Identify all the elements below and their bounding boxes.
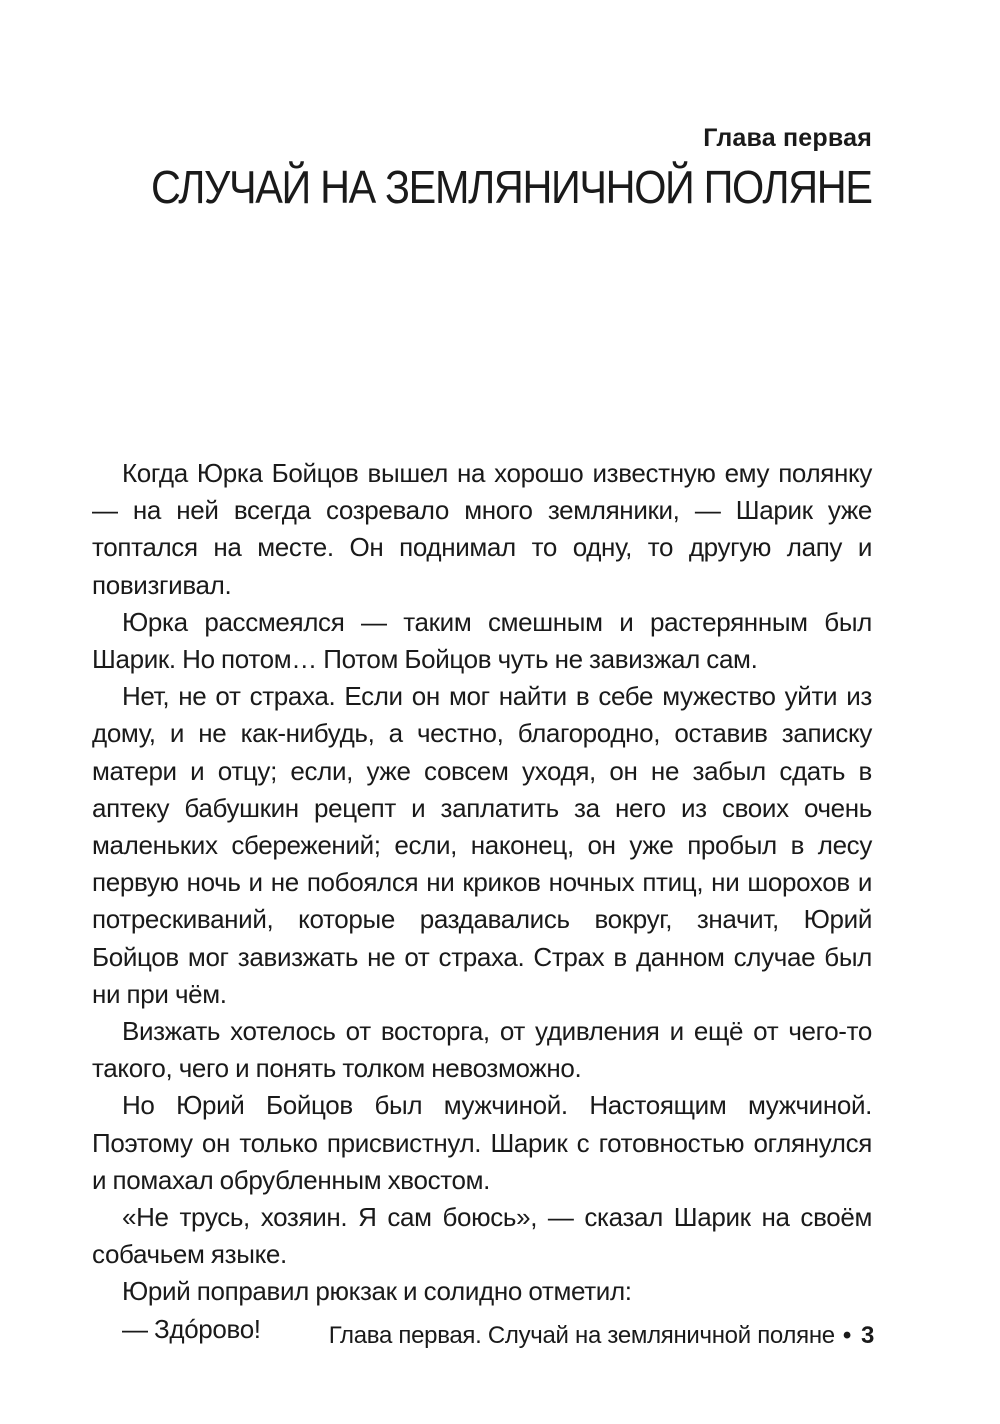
paragraph: Нет, не от страха. Если он мог найти в себе мужество уйти из дому, и не как-нибудь, а честно, благородно, оставив записку матери и отцу; если, уже совсем уходя, он не забыл сдать в аптеку бабушкин рецепт и заплатить за него из своих очень маленьких сбережений; если, наконец, он уже пробыл в лесу первую ночь и не побоялся ни криков ночных птиц, ни шорохов и потрескиваний, которые раздавались вокруг, значит, Юрий Бойцов мог завизжать не от страха. Страх в данном случае был ни при чём.	[92, 681, 872, 1009]
running-title: Глава первая. Случай на земляничной поляне	[328, 1322, 835, 1349]
paragraph: Но Юрий Бойцов был мужчиной. Настоящим мужчиной. Поэтому он только присвистнул. Шарик с готовностью оглянулся и помахал обрубленным хвостом.	[92, 1090, 872, 1195]
paragraph: Юрка рассмеялся — таким смешным и растерянным был Шарик. Но потом… Потом Бойцов чуть не завизжал сам.	[92, 606, 872, 675]
paragraph: «Не трусь, хозяин. Я сам боюсь», — сказал Шарик на своём собачьем языке.	[92, 1202, 872, 1270]
paragraph: Когда Юрка Бойцов вышел на хорошо известную ему полянку — на ней всегда созревало много земляники, — Шарик уже топтался на месте. Он поднимал то одну, то другую лапу и повизгивал.	[92, 458, 872, 600]
paragraph: Юрий поправил рюкзак и солидно отметил:	[122, 1276, 632, 1307]
chapter-label: Глава первая	[703, 124, 872, 152]
paragraph: Визжать хотелось от восторга, от удивления и ещё от чего-то такого, чего и понять толком невозможно.	[92, 1016, 872, 1084]
bullet-separator: •	[842, 1322, 851, 1349]
page-footer	[329, 1322, 874, 1350]
chapter-body	[92, 455, 872, 1348]
page-number: 3	[860, 1322, 874, 1349]
paragraph: — Здóрово!	[122, 1313, 261, 1344]
chapter-title: СЛУЧАЙ НА ЗЕМЛЯНИЧНОЙ ПОЛЯНЕ	[151, 161, 872, 213]
